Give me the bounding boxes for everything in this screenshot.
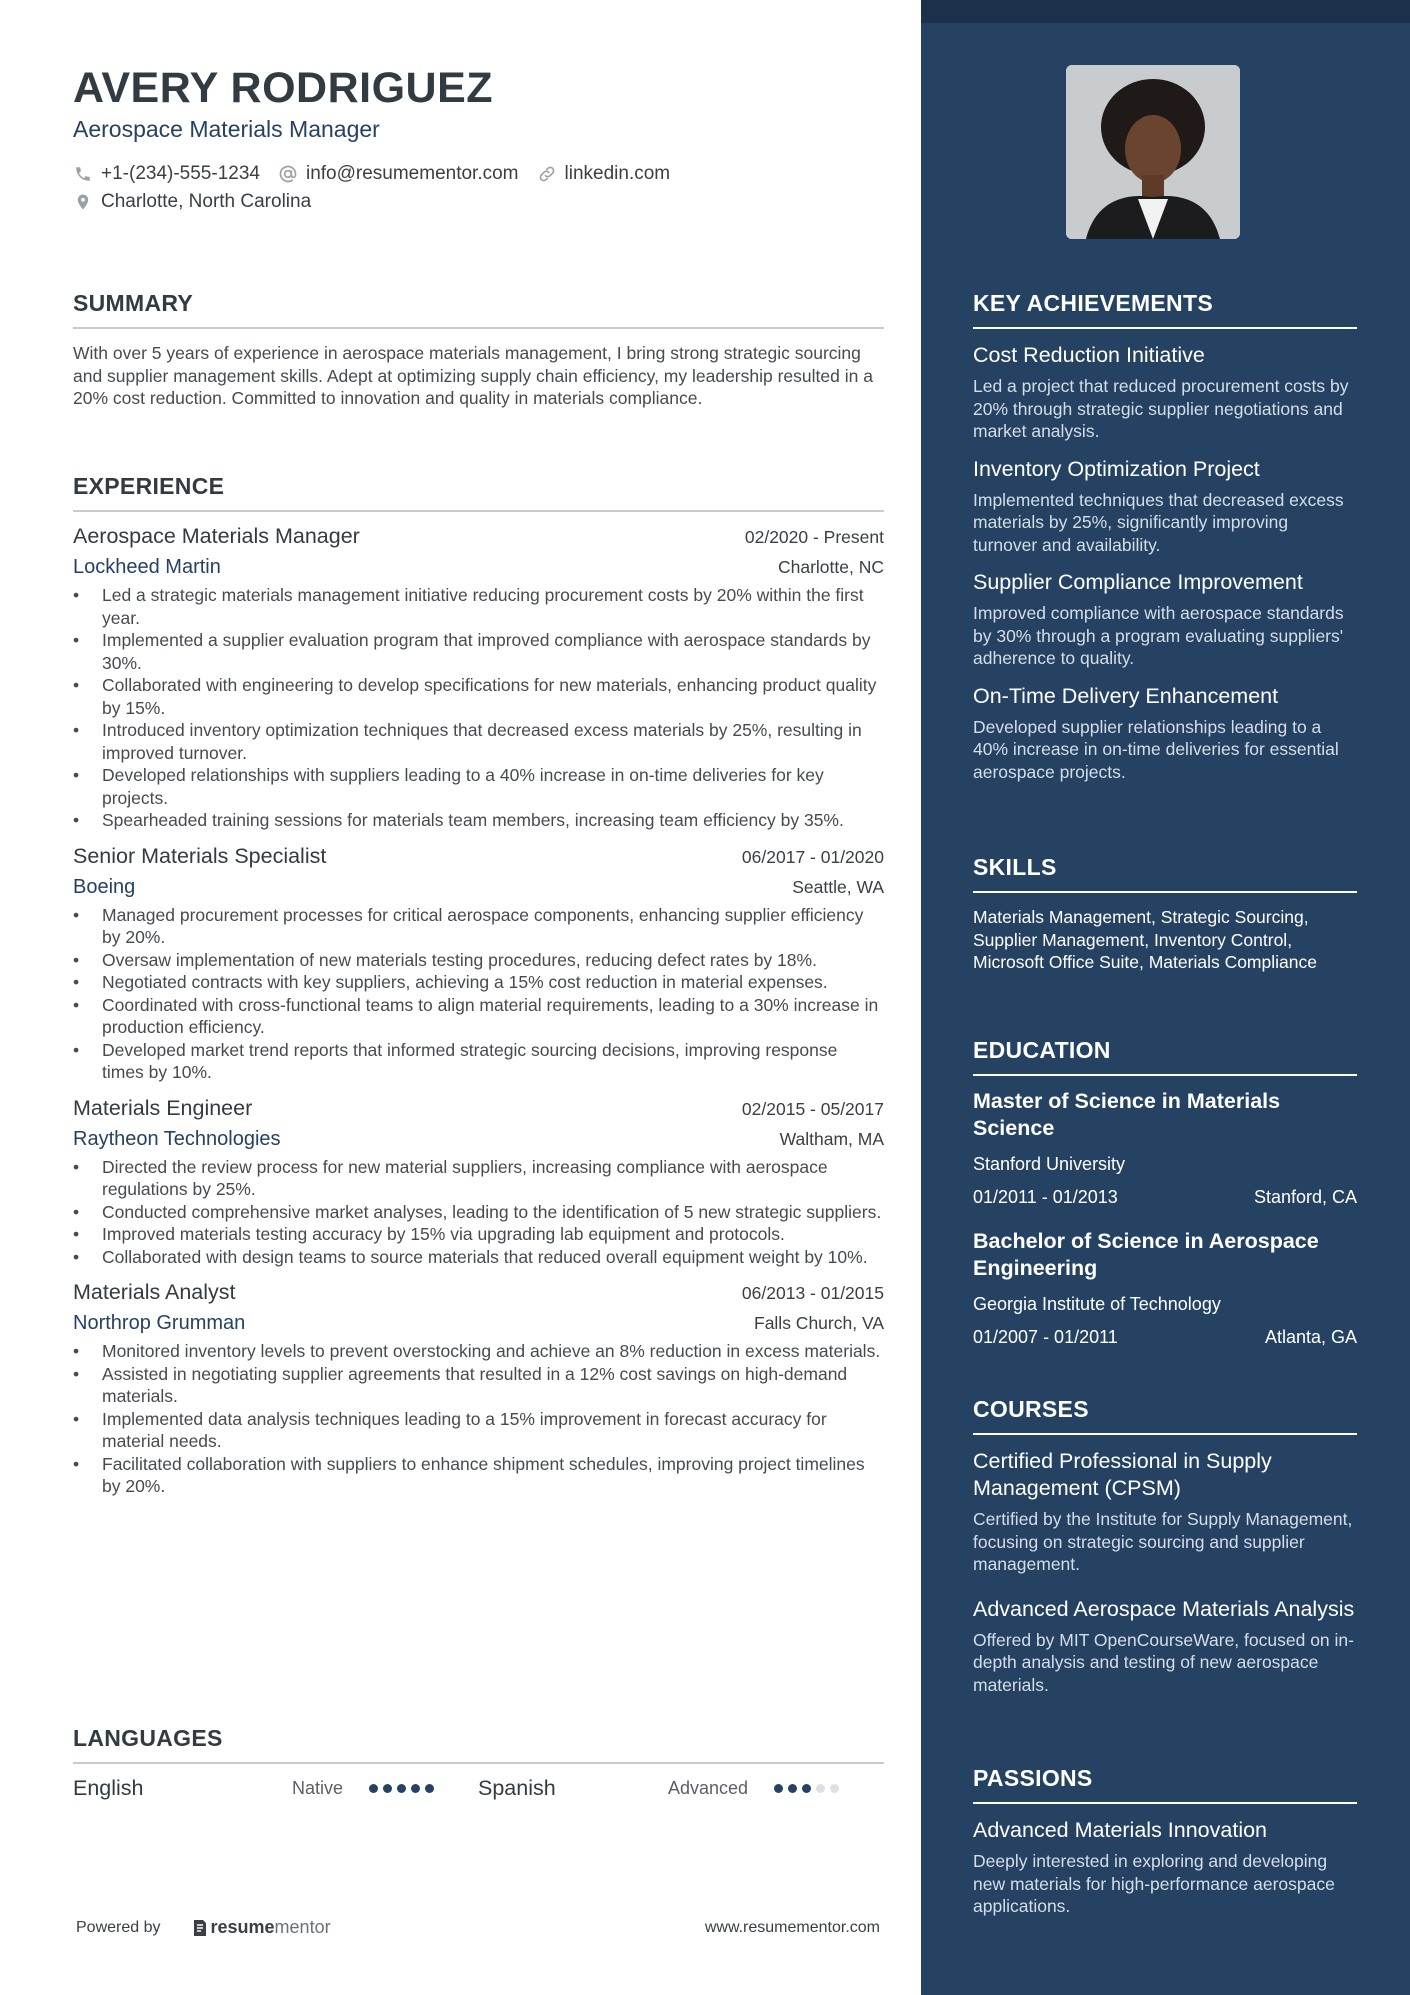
education-item — [973, 1228, 1357, 1348]
contact-phone[interactable] — [73, 163, 260, 185]
contact-info — [73, 160, 873, 216]
skills-section — [973, 854, 1357, 974]
proficiency-dot-filled — [411, 1784, 420, 1793]
edu-dates: 01/2007 - 01/2011 — [973, 1327, 1118, 1347]
brand-mark-icon — [191, 1919, 207, 1937]
achievement-title: Cost Reduction Initiative — [973, 343, 1205, 367]
job-location: Charlotte, NC — [777, 557, 884, 577]
profile-photo — [1066, 65, 1240, 239]
skills-title: SKILLS — [973, 854, 1357, 893]
phone-text: +1-(234)-555-1234 — [101, 163, 260, 184]
language-name: English — [73, 1776, 144, 1800]
language-name: Spanish — [478, 1776, 556, 1800]
bullet-item: • Managed procurement processes for critical aerospace components, enhancing supplier efficiency by 20%. — [73, 904, 884, 949]
education-section — [973, 1037, 1357, 1348]
proficiency-dot-filled — [397, 1784, 406, 1793]
job-bullets — [73, 1340, 884, 1498]
job-dates: 02/2020 - Present — [744, 527, 884, 547]
achievement-title: On-Time Delivery Enhancement — [973, 683, 1279, 708]
passions-title: PASSIONS — [973, 1765, 1357, 1804]
achievement-desc: Developed supplier relationships leading to a 40% increase in on-time deliveries for essential aerospace projects. — [973, 716, 1339, 782]
passion-item — [973, 1817, 1357, 1918]
achievement-desc: Implemented techniques that decreased excess materials by 25%, significantly improving turnover and availability. — [973, 489, 1344, 555]
course-item — [973, 1448, 1357, 1576]
bullet-item: • Introduced inventory optimization techniques that decreased excess materials by 25%, resulting in improved turnover. — [73, 719, 884, 764]
sidebar — [921, 0, 1410, 1995]
job-dates: 06/2013 - 01/2015 — [741, 1283, 884, 1303]
job-location: Waltham, MA — [779, 1128, 884, 1149]
link-icon — [537, 164, 557, 184]
proficiency-dots — [369, 1784, 439, 1793]
experience-section — [73, 473, 884, 1498]
achievement-desc: Led a project that reduced procurement costs by 20% through strategic supplier negotiations and market analysis. — [973, 376, 1349, 441]
job-entry — [73, 844, 884, 1084]
proficiency-dot-empty — [816, 1784, 825, 1793]
course-title: Advanced Aerospace Materials Analysis — [973, 1596, 1355, 1621]
education-title: EDUCATION — [973, 1037, 1357, 1076]
job-company: Lockheed Martin — [73, 556, 221, 578]
passions-section — [973, 1765, 1357, 1918]
job-entry — [73, 524, 884, 832]
job-entry — [73, 1096, 884, 1269]
course-item — [973, 1596, 1357, 1697]
job-bullets — [73, 904, 884, 1084]
bullet-item: • Implemented a supplier evaluation program that improved compliance with aerospace standards by 30%. — [73, 629, 884, 674]
proficiency-dot-filled — [383, 1784, 392, 1793]
job-title: Materials Engineer — [73, 1095, 253, 1120]
bullet-item: • Collaborated with engineering to develop specifications for new materials, enhancing product quality by 15%. — [73, 674, 884, 719]
edu-degree: Bachelor of Science in Aerospace Engineering — [973, 1229, 1319, 1280]
edu-location: Atlanta, GA — [1264, 1327, 1357, 1347]
job-entry — [73, 1280, 884, 1498]
experience-title: EXPERIENCE — [73, 473, 884, 512]
passion-title: Advanced Materials Innovation — [973, 1818, 1268, 1842]
achievement-item — [973, 342, 1357, 443]
achievements-title: KEY ACHIEVEMENTS — [973, 290, 1357, 329]
courses-section — [973, 1396, 1357, 1696]
summary-text: With over 5 years of experience in aerospace materials management, I bring strong strategic sourcing and supplier management skills. Adept at optimizing supply chain efficiency, my leadership resulted in a 20% cost reduction. Committed to innovation and quality in materials compliance. — [73, 343, 873, 408]
achievement-desc: Improved compliance with aerospace standards by 30% through a program evaluating suppliers' adherence to quality. — [973, 603, 1344, 668]
bullet-item: • Monitored inventory levels to prevent overstocking and achieve an 8% reduction in excess materials. — [73, 1340, 884, 1363]
achievements-section — [973, 290, 1357, 783]
job-title: Aerospace Materials Manager — [73, 524, 360, 548]
location-text: Charlotte, North Carolina — [101, 191, 312, 212]
pin-icon — [73, 192, 93, 212]
languages-section — [73, 1725, 884, 1801]
bullet-item: • Improved materials testing accuracy by 15% via upgrading lab equipment and protocols. — [73, 1223, 884, 1246]
course-title: Certified Professional in Supply Management (CPSM) — [973, 1449, 1272, 1500]
summary-title: SUMMARY — [73, 290, 884, 329]
courses-title: COURSES — [973, 1396, 1357, 1435]
education-item — [973, 1088, 1357, 1208]
brand-name-bold: resume — [210, 1917, 275, 1937]
edu-school: Stanford University — [973, 1154, 1126, 1174]
avatar-portrait-icon — [1066, 65, 1240, 239]
proficiency-dot-filled — [369, 1784, 378, 1793]
footer — [76, 1917, 880, 1938]
job-title: Materials Analyst — [73, 1280, 236, 1304]
bullet-item: • Coordinated with cross-functional teams to align material requirements, leading to a 30% increase in production efficiency. — [73, 994, 884, 1039]
achievement-title: Supplier Compliance Improvement — [973, 570, 1303, 594]
brand-logo[interactable] — [191, 1917, 331, 1938]
powered-by-text: Powered by — [76, 1918, 161, 1936]
job-dates: 02/2015 - 05/2017 — [741, 1098, 884, 1119]
edu-school: Georgia Institute of Technology — [973, 1294, 1221, 1314]
achievement-item — [973, 683, 1357, 784]
brand-name-rest: mentor — [274, 1917, 331, 1937]
achievement-item — [973, 569, 1357, 670]
language-level: Advanced — [667, 1778, 748, 1798]
passion-desc: Deeply interested in exploring and developing new materials for high-performance aerospace applications. — [973, 1851, 1335, 1916]
summary-section — [73, 290, 884, 410]
bullet-item: • Collaborated with design teams to source materials that reduced overall equipment weight by 10%. — [73, 1246, 884, 1269]
job-company: Northrop Grumman — [73, 1312, 246, 1334]
phone-icon — [73, 164, 93, 184]
proficiency-dot-filled — [802, 1784, 811, 1793]
edu-location: Stanford, CA — [1253, 1187, 1357, 1207]
bullet-item: • Conducted comprehensive market analyses, leading to the identification of 5 new strategic suppliers. — [73, 1201, 884, 1224]
job-bullets — [73, 584, 884, 832]
language-item — [73, 1776, 478, 1801]
contact-email[interactable] — [278, 163, 519, 185]
bullet-item: • Spearheaded training sessions for materials team members, increasing team efficiency by 35%. — [73, 809, 884, 832]
contact-location — [73, 191, 311, 213]
job-location: Falls Church, VA — [754, 1313, 884, 1333]
job-dates: 06/2017 - 01/2020 — [741, 846, 884, 867]
bullet-item: • Developed market trend reports that informed strategic sourcing decisions, improving response times by 10%. — [73, 1039, 884, 1084]
skills-list: Materials Management, Strategic Sourcing, Supplier Management, Inventory Control, Microsoft Office Suite, Materials Compliance — [973, 907, 1317, 972]
bullet-item: • Negotiated contracts with key suppliers, achieving a 15% cost reduction in material expenses. — [73, 971, 884, 994]
powered-by — [76, 1917, 331, 1938]
language-item — [478, 1776, 883, 1801]
edu-degree: Master of Science in Materials Science — [973, 1089, 1281, 1140]
bullet-item: • Oversaw implementation of new materials testing procedures, reducing defect rates by 18%. — [73, 949, 884, 972]
contact-linkedin[interactable] — [537, 163, 671, 185]
language-level: Native — [291, 1778, 343, 1798]
bullet-item: • Implemented data analysis techniques leading to a 15% improvement in forecast accuracy for material needs. — [73, 1408, 884, 1453]
footer-website[interactable]: www.resumementor.com — [704, 1918, 880, 1936]
achievement-item — [973, 456, 1357, 557]
achievement-title: Inventory Optimization Project — [973, 456, 1260, 481]
course-desc: Certified by the Institute for Supply Management, focusing on strategic sourcing and supplier management. — [973, 1509, 1353, 1574]
proficiency-dot-filled — [774, 1784, 783, 1793]
bullet-item: • Developed relationships with suppliers leading to a 40% increase in on-time deliveries for key projects. — [73, 764, 884, 809]
edu-dates: 01/2011 - 01/2013 — [973, 1187, 1118, 1207]
job-title: Senior Materials Specialist — [73, 843, 327, 868]
bullet-item: • Assisted in negotiating supplier agreements that resulted in a 12% cost savings on high-demand materials. — [73, 1363, 884, 1408]
job-company: Boeing — [73, 875, 136, 898]
job-company: Raytheon Technologies — [73, 1127, 281, 1150]
sidebar-top-band — [921, 0, 1410, 23]
proficiency-dots — [774, 1784, 844, 1793]
linkedin-text: linkedin.com — [564, 163, 671, 184]
job-bullets — [73, 1156, 884, 1269]
languages-title: LANGUAGES — [73, 1725, 884, 1764]
candidate-role: Aerospace Materials Manager — [73, 116, 380, 142]
proficiency-dot-filled — [788, 1784, 797, 1793]
bullet-item: • Directed the review process for new material suppliers, increasing compliance with aerospace regulations by 25%. — [73, 1156, 884, 1201]
bullet-item: • Facilitated collaboration with suppliers to enhance shipment schedules, improving project timelines by 20%. — [73, 1453, 884, 1498]
job-location: Seattle, WA — [792, 876, 884, 897]
course-desc: Offered by MIT OpenCourseWare, focused on in-depth analysis and testing of new aerospace materials. — [973, 1629, 1354, 1695]
proficiency-dot-filled — [425, 1784, 434, 1793]
proficiency-dot-empty — [830, 1784, 839, 1793]
email-text: info@resumementor.com — [305, 163, 519, 184]
candidate-name: AVERY RODRIGUEZ — [73, 64, 494, 112]
at-icon — [278, 164, 298, 184]
bullet-item: • Led a strategic materials management initiative reducing procurement costs by 20% within the first year. — [73, 584, 884, 629]
